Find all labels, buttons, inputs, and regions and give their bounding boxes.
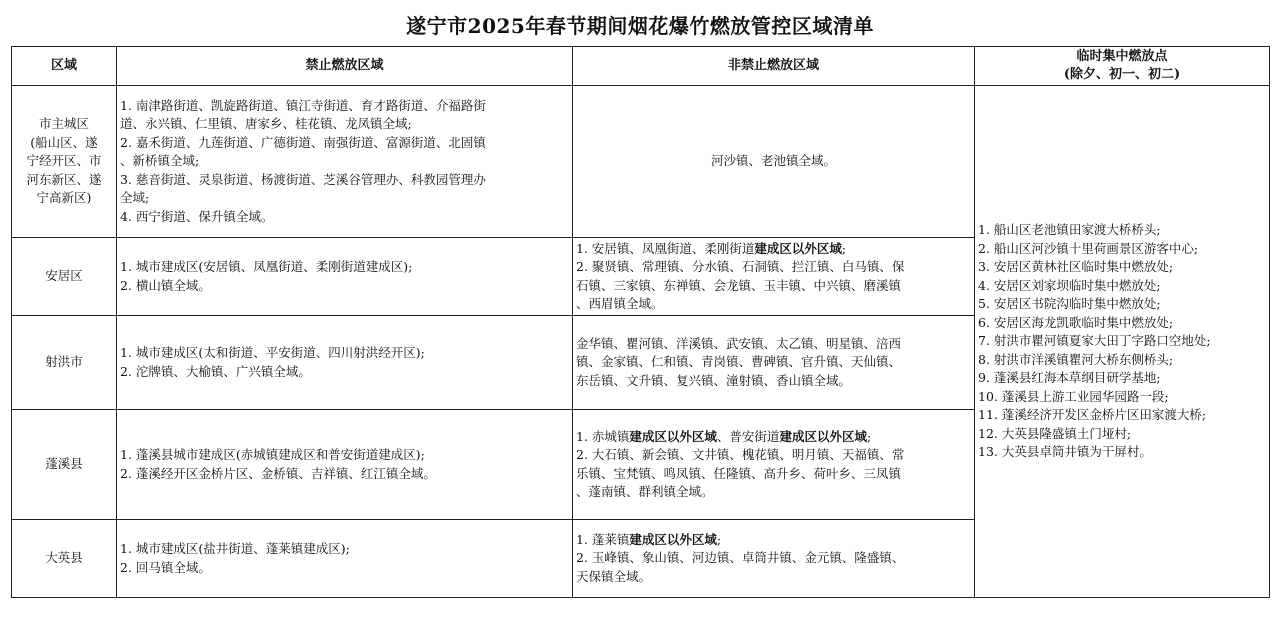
emphasis-text: 建成区以外区域 <box>779 428 867 444</box>
emphasis-text: 建成区以外区域 <box>629 428 717 444</box>
document-title: 遂宁市2025年春节期间烟花爆竹燃放管控区域清单 <box>406 14 874 38</box>
nonbanned-line: 金华镇、瞿河镇、洋溪镇、武安镇、太乙镇、明星镇、涪西 <box>576 335 902 351</box>
banned-line: 4. 西宁街道、保升镇全域。 <box>120 208 274 224</box>
nonbanned-line: 镇、金家镇、仁和镇、青岗镇、曹碑镇、官升镇、天仙镇、 <box>576 354 902 370</box>
nonbanned-line: 2. 大石镇、新会镇、文井镇、槐花镇、明月镇、天福镇、常 <box>576 447 905 462</box>
region-line: 宁高新区) <box>36 190 92 206</box>
banned-line: 1. 蓬溪县城市建成区(赤城镇建成区和普安街道建成区); <box>120 447 425 462</box>
region-line: 市主城区 <box>38 116 89 132</box>
region-cell: 大英县 <box>12 520 117 598</box>
banned-line: 3. 慈音街道、灵泉街道、杨渡街道、芝溪谷管理办、科教园管理办 <box>120 171 486 187</box>
nonbanned-text: ; <box>866 428 872 444</box>
point-item: 3. 安居区黄林社区临时集中燃放处; <box>978 259 1174 275</box>
banned-line: 1. 城市建成区(太和街道、平安街道、四川射洪经开区); <box>120 345 425 360</box>
region-cell: 射洪市 <box>12 316 117 410</box>
banned-line: 2. 沱牌镇、大榆镇、广兴镇全域。 <box>120 363 311 379</box>
header-region: 区域 <box>12 47 117 86</box>
nonbanned-cell <box>573 410 975 520</box>
nonbanned-line: 2. 聚贤镇、常理镇、分水镇、石洞镇、拦江镇、白马镇、保 <box>576 259 905 274</box>
nonbanned-line: 、蓬南镇、群利镇全域。 <box>576 484 714 499</box>
point-item: 2. 船山区河沙镇十里荷画景区游客中心; <box>978 240 1199 256</box>
nonbanned-text: 1. 赤城镇 <box>576 428 630 444</box>
banned-line: 2. 嘉禾街道、九莲街道、广德街道、南强街道、富源街道、北固镇 <box>120 134 486 150</box>
banned-line: 2. 回马镇全域。 <box>120 559 211 575</box>
table-header-row <box>12 47 1270 86</box>
nonbanned-line <box>576 240 971 259</box>
point-item: 8. 射洪市洋溪镇瞿河大桥东侧桥头; <box>978 351 1174 367</box>
nonbanned-cell <box>573 238 975 316</box>
nonbanned-cell <box>573 316 975 410</box>
nonbanned-line: 天保镇全域。 <box>576 568 652 584</box>
banned-cell <box>117 86 573 238</box>
point-item: 4. 安居区刘家坝临时集中燃放处; <box>978 277 1161 293</box>
banned-line: 1. 城市建成区(安居镇、凤凰街道、柔刚街道建成区); <box>120 259 413 274</box>
banned-cell <box>117 520 573 598</box>
point-item: 6. 安居区海龙凯歌临时集中燃放处; <box>978 314 1174 330</box>
nonbanned-line: 东岳镇、文升镇、复兴镇、潼射镇、香山镇全域。 <box>576 372 852 388</box>
point-item: 5. 安居区书院沟临时集中燃放处; <box>978 296 1161 312</box>
nonbanned-line <box>576 531 971 550</box>
control-zone-table <box>11 46 1270 598</box>
banned-line: 1. 南津路街道、凯旋路街道、镇江寺街道、育才路街道、介福路街 <box>120 97 486 113</box>
nonbanned-text: 1. 蓬莱镇 <box>576 531 630 547</box>
nonbanned-text: 、普安街道 <box>716 428 780 444</box>
nonbanned-cell: 河沙镇、老池镇全域。 <box>573 86 975 238</box>
point-item: 7. 射洪市瞿河镇夏家大田丁字路口空地处; <box>978 333 1211 349</box>
banned-line: 2. 蓬溪经开区金桥片区、金桥镇、吉祥镇、红江镇全域。 <box>120 465 436 481</box>
point-item: 1. 船山区老池镇田家渡大桥桥头; <box>978 222 1161 238</box>
nonbanned-text: ; <box>716 531 722 547</box>
point-item: 10. 蓬溪县上游工业园华园路一段; <box>978 388 1169 404</box>
region-line: 宁经开区、市 <box>26 153 102 169</box>
header-points <box>975 47 1270 86</box>
nonbanned-line <box>576 428 971 447</box>
nonbanned-cell <box>573 520 975 598</box>
nonbanned-line: 石镇、三家镇、东禅镇、会龙镇、玉丰镇、中兴镇、磨溪镇 <box>576 277 902 293</box>
banned-cell <box>117 238 573 316</box>
region-cell <box>12 86 117 238</box>
point-item: 11. 蓬溪经济开发区金桥片区田家渡大桥; <box>978 407 1207 423</box>
point-item: 9. 蓬溪县红海本草纲目研学基地; <box>978 370 1161 386</box>
nonbanned-line: 乐镇、宝梵镇、鸣凤镇、任隆镇、高升乡、荷叶乡、三凤镇 <box>576 465 902 481</box>
emphasis-text: 建成区以外区域 <box>629 531 717 547</box>
banned-cell <box>117 410 573 520</box>
nonbanned-text: 1. 安居镇、凤凰街道、柔刚街道 <box>576 240 755 256</box>
nonbanned-line: 2. 玉峰镇、象山镇、河边镇、卓筒井镇、金元镇、隆盛镇、 <box>576 550 905 566</box>
region-cell: 安居区 <box>12 238 117 316</box>
point-item: 13. 大英县卓筒井镇为干屏村。 <box>978 444 1152 460</box>
header-points-title: 临时集中燃放点 <box>1076 48 1168 64</box>
banned-line: 1. 城市建成区(盐井街道、蓬莱镇建成区); <box>120 541 350 556</box>
banned-line: 2. 横山镇全域。 <box>120 277 211 293</box>
nonbanned-text: ; <box>841 240 847 256</box>
banned-line: 道、永兴镇、仁里镇、唐家乡、桂花镇、龙凤镇全域; <box>120 116 412 132</box>
banned-line: 、新桥镇全域; <box>120 153 200 169</box>
table-row <box>12 86 1270 238</box>
region-line: (船山区、遂 <box>30 134 98 150</box>
nonbanned-line: 、西眉镇全域。 <box>576 296 664 311</box>
concentrated-points-cell <box>975 86 1270 598</box>
header-banned: 禁止燃放区域 <box>117 47 573 86</box>
banned-cell <box>117 316 573 410</box>
region-line: 河东新区、遂 <box>26 171 102 187</box>
banned-line: 全域; <box>120 190 150 206</box>
emphasis-text: 建成区以外区域 <box>754 240 842 256</box>
point-item: 12. 大英县隆盛镇土门垭村; <box>978 425 1132 441</box>
region-cell: 蓬溪县 <box>12 410 117 520</box>
header-nonbanned: 非禁止燃放区域 <box>573 47 975 86</box>
header-points-dates: (除夕、初一、初二) <box>1063 67 1181 82</box>
